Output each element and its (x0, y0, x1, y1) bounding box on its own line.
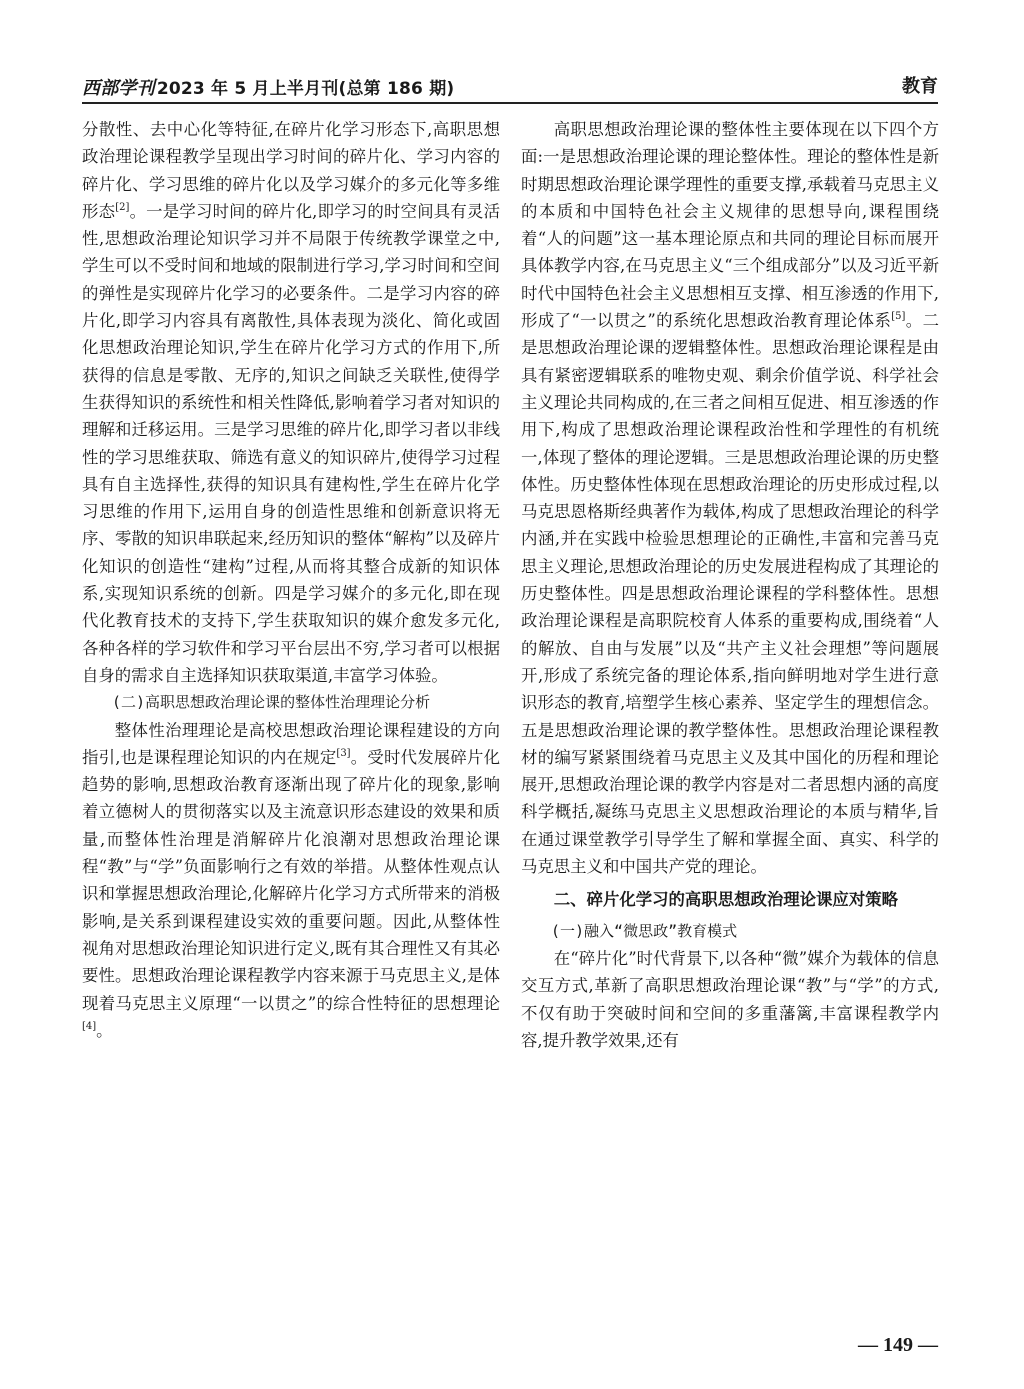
right-column (521, 116, 939, 1054)
text: 分散性、去中心化等特征,在碎片化学习形态下,高职思想政治理论课程教学呈现出学习时间的碎片化、学习内容的碎片化、学习思维的碎片化以及学习媒介的多元化等多维形态 (82, 120, 500, 221)
section-tag: 教育 (902, 76, 938, 97)
paragraph (521, 116, 939, 880)
citation: [2] (115, 201, 130, 213)
running-header (82, 72, 938, 104)
text: 整体性治理理论是高校思想政治理论课程建设的方向指引,也是课程理论知识的内在规定 (82, 720, 500, 767)
subsection-heading: (二)高职思想政治理论课的整体性治理理论分析 (112, 693, 431, 712)
text: 高职思想政治理论课的整体性主要体现在以下四个方面:一是思想政治理论课的理论整体性。理论的整体性是新时期思想政治理论课学理性的重要支撑,承载着马克思主义的本质和中国特色社会主义规律的思想导向,课程围绕着“人的问题”这一基本理论原点和共同的理论目标而展开具体教学内容,在马克思主义“三个组成部分”以及习近平新时代中国特色社会主义思想相互支撑、相互渗透的作用下,形成了“一以贯之”的系统化思想政治教育理论体系 (521, 120, 939, 331)
paragraph (521, 945, 939, 1054)
page-number: — 149 — (858, 1334, 938, 1356)
text: 。受时代发展碎片化趋势的影响,思想政治教育逐渐出现了碎片化的现象,影响着立德树人的贯彻落实以及主流意识形态建设的效果和质量,而整体性治理是消解碎片化浪潮对思想政治理论课程“教”与“学”负面影响行之有效的举措。从整体性观点认识和掌握思想政治理论,化解碎片化学习方式所带来的消极影响,是关系到课程建设实效的重要问题。因此,从整体性视角对思想政治理论知识进行定义,既有其合理性又有其必要性。思想政治理论课程教学内容来源于马克思主义,是体现着马克思主义原理“一以贯之”的综合性特征的思想理论 (82, 747, 500, 1013)
citation: [3] (336, 747, 351, 759)
journal-title (82, 74, 454, 100)
text: 。二是思想政治理论课的逻辑整体性。思想政治理论课程是由具有紧密逻辑联系的唯物史观、剩余价值学说、科学社会主义理论共同构成的,在三者之间相互促进、相互渗透的作用下,构成了思想政治理论课程政治性和学理性的有机统一,体现了整体的理论逻辑。三是思想政治理论课的历史整体性。历史整体性体现在思想政治理论的历史形成过程,以马克思恩格斯经典著作为载体,构成了思想政治理论的科学内涵,并在实践中检验思想理论的正确性,丰富和完善马克思主义理论,思想政治理论的历史发展进程构成了其理论的历史整体性。四是思想政治理论课程的学科整体性。思想政治理论课程是高职院校育人体系的重要构成,围绕着“人的解放、自由与发展”以及“共产主义社会理想”等问题展开,形成了系统完备的理论体系,指向鲜明地对学生进行意识形态的教育,培塑学生核心素养、坚定学生的理想信念。五是思想政治理论课的教学整体性。思想政治理论课程教材的编写紧紧围绕着马克思主义及其中国化的历程和理论展开,思想政治理论课的教学内容是对二者思想内涵的高度科学概括,凝练马克思主义思想政治理论的本质与精华,旨在通过课堂教学引导学生了解和掌握全面、真实、科学的马克思主义和中国共产党的理论。 (521, 311, 939, 877)
text: 在“碎片化”时代背景下,以各种“微”媒介为载体的信息交互方式,革新了高职思想政治理论课“教”与“学”的方式,不仅有助于突破时间和空间的多重藩篱,丰富课程教学内容,提升教学效果,还有 (521, 948, 939, 1050)
citation: [4] (82, 1020, 97, 1032)
paragraph (82, 116, 500, 689)
paragraph (82, 717, 500, 1045)
issue-info: 2023 年 5 月上半月刊(总第 186 期) (156, 79, 455, 99)
left-column (82, 116, 500, 1044)
citation: [5] (891, 311, 906, 323)
journal-logo: 西部学刊 (82, 78, 155, 99)
text: 。 (96, 1020, 113, 1040)
text: 。一是学习时间的碎片化,即学习的时空间具有灵活性,思想政治理论知识学习并不局限于传统教学课堂之中,学生可以不受时间和地域的限制进行学习,学习时间和空间的弹性是实现碎片化学习的必要条件。二是学习内容的碎片化,即学习内容具有离散性,具体表现为淡化、简化或固化思想政治理论知识,学生在碎片化学习方式的作用下,所获得的信息是零散、无序的,知识之间缺乏关联性,使得学生获得知识的系统性和相关性降低,影响着学习者对知识的理解和迁移运用。三是学习思维的碎片化,即学习者以非线性的学习思维获取、筛选有意义的知识碎片,使得学习过程具有自主选择性,获得的知识具有建构性,学生在碎片化学习思维的作用下,运用自身的创造性思维和创新意识将无序、零散的知识串联起来,经历知识的整体“解构”以及碎片化知识的创造性“建构”过程,从而将其整合成新的知识体系,实现知识系统的创新。四是学习媒介的多元化,即在现代化教育技术的支持下,学生获取知识的媒介愈发多元化,各种各样的学习软件和学习平台层出不穷,学习者可以根据自身的需求自主选择知识获取渠道,丰富学习体验。 (82, 201, 500, 685)
subsection-heading: (一)融入“微思政”教育模式 (551, 921, 738, 940)
section-heading: 二、碎片化学习的高职思想政治理论课应对策略 (553, 890, 898, 910)
